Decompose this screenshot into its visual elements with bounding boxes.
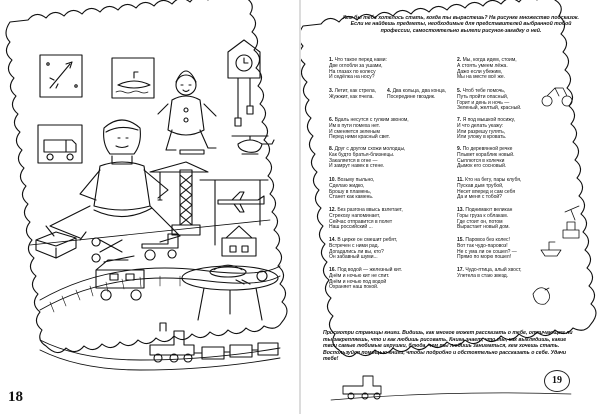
clown-toy	[158, 71, 216, 154]
page-number-left: 18	[8, 389, 23, 405]
riddle-text: Кто на бегу, пары клубя, Пускав дым трубой, Несет вперед и сам себя Да и меня с тобой?	[457, 177, 522, 201]
riddle-number: 9.	[457, 146, 463, 152]
riddle-number: 17.	[457, 267, 466, 273]
riddle-text: Без разгона ввысь взлетает, Стрекозу напоминает, Сейчас отправится в полет Наш российский ...	[329, 207, 403, 231]
riddle-number: 7.	[457, 117, 463, 123]
toy-fire-truck	[96, 256, 144, 300]
riddle-item	[329, 58, 387, 81]
riddle-item	[329, 238, 397, 261]
page-number-right: 19	[544, 370, 570, 392]
toy-airplane	[218, 192, 264, 212]
riddle-number: 12.	[329, 207, 338, 213]
scissors	[92, 238, 122, 262]
riddle-item	[457, 89, 521, 112]
riddle-item	[329, 178, 374, 201]
riddle-text: Возьму пыльно, Сделаю жидко, Брошу в пламень, Станет как камень.	[329, 177, 375, 201]
riddle-text: Я под мышкой посижу, И что делать укажу: Или разрешу гулять, Или уложу в кровать.	[457, 117, 516, 141]
riddle-number: 2.	[457, 57, 463, 63]
intro-text: Кем бы тебе хотелось стать, когда ты вырастешь? На рисунке множество подсказок. Если не найдешь предметы, необходимые для представителей выбранной тобой профессии, самостоятельно вылепи рисунок-загадку о ней.	[343, 15, 579, 34]
toy-steam-train	[150, 323, 278, 362]
riddle-item	[329, 208, 403, 231]
riddle-number: 11.	[457, 177, 466, 183]
riddle-number: 1.	[329, 57, 335, 63]
riddle-number: 14.	[329, 237, 338, 243]
riddle-item	[457, 58, 517, 81]
toy-crane	[150, 162, 208, 235]
riddle-number: 10.	[329, 177, 338, 183]
outro-text: Просмотри страницы книги. Видишь, как многое может рассказать о тебе, отличающем ли ты закрепляешь, что и как любишь рисовать. Книга знает, что ты, как выглядишь, какие твои самые любимые игрушки, блюда, чем ты любишь заниматься, кем хочешь стать. Воспользуйся помощью книги, чтобы подробно и обстоятельно рассказать о себе. Удачи тебе!	[323, 330, 573, 363]
toy-blocks	[36, 232, 76, 258]
riddle-item	[329, 147, 405, 170]
riddle-number: 5.	[457, 88, 463, 94]
riddle-item	[329, 268, 402, 291]
coloring-illustration	[0, 0, 299, 414]
riddle-item	[457, 238, 517, 261]
riddle-text: Под водой — железный кит. Днём и ночью кит не спит. Днём и ночью под водой Охраняет наш покой.	[329, 267, 402, 291]
picture-rocket	[40, 55, 82, 97]
riddle-item	[387, 89, 446, 101]
riddle-list	[329, 58, 579, 323]
toy-railway	[40, 266, 280, 310]
riddle-item	[457, 208, 512, 231]
riddle-number: 16.	[329, 267, 338, 273]
riddle-text: Летит, как стрела, Жужжит, как пчела.	[329, 88, 376, 100]
riddle-number: 4.	[387, 88, 393, 94]
riddle-text: Чтоб тебе помочь, Путь пройти опасный, Горит и день и ночь — Зеленый, желтый, красный.	[457, 88, 522, 112]
left-page	[0, 0, 299, 414]
right-page	[301, 0, 600, 414]
riddle-number: 3.	[329, 88, 335, 94]
cloud-border	[6, 0, 287, 353]
toy-block-house	[222, 226, 256, 256]
riddle-item	[457, 147, 515, 170]
toy-helicopter	[232, 136, 274, 154]
riddle-number: 6.	[329, 117, 335, 123]
riddle-text: Что такое перед нами: Две оглобли за ушами, На глазах по колесу И седёлка на носу?	[329, 57, 387, 81]
riddle-item	[457, 268, 522, 280]
riddle-number: 13.	[457, 207, 466, 213]
riddle-item	[457, 178, 521, 201]
shelf	[200, 180, 268, 245]
riddle-item	[457, 118, 515, 141]
riddle-text: Два кольца, два конца, Посередине гвоздик.	[387, 88, 447, 100]
riddle-text: Чудо-птица, алый хвост, Улетела в стаю звезд.	[457, 267, 522, 279]
riddle-number: 15.	[457, 237, 466, 243]
riddle-text: Поднимают великан Горы груза к облакам. Где стоит он, потом Вырастает новый дом.	[457, 207, 513, 231]
riddle-text: По деревянной речке Плывет кораблик новый. Сыплются в колечки Дымок его сосновый.	[457, 146, 515, 170]
riddle-text: Мы, когда идем, стоим, А стоять умеем лёжа. Дажо если убежим, Мы на месте всё же.	[457, 57, 517, 81]
bottom-train	[331, 376, 571, 400]
riddle-item	[329, 89, 376, 101]
riddle-text: Паровоз без колес! Вот так чудо-паровоз! Не с ума ли он сошел? — Прямо по морю пошел!	[457, 237, 517, 261]
riddle-number: 8.	[329, 146, 335, 152]
riddle-text: Друг с другом схожи молодцы, Как будто братья-близнецы. Закаляется в огне — И замрут навек в стене.	[329, 146, 406, 170]
riddle-text: Вдаль несутся с гулким звоном, Им в пути помеха нет. И сменяется зеленым Перед ними красный свет.	[329, 117, 409, 141]
riddle-item	[329, 118, 409, 141]
riddle-text: В цирке он смешит ребят, Встречен с ними рад. Догадались ли вы, кто? Он забавный шуми...	[329, 237, 398, 261]
